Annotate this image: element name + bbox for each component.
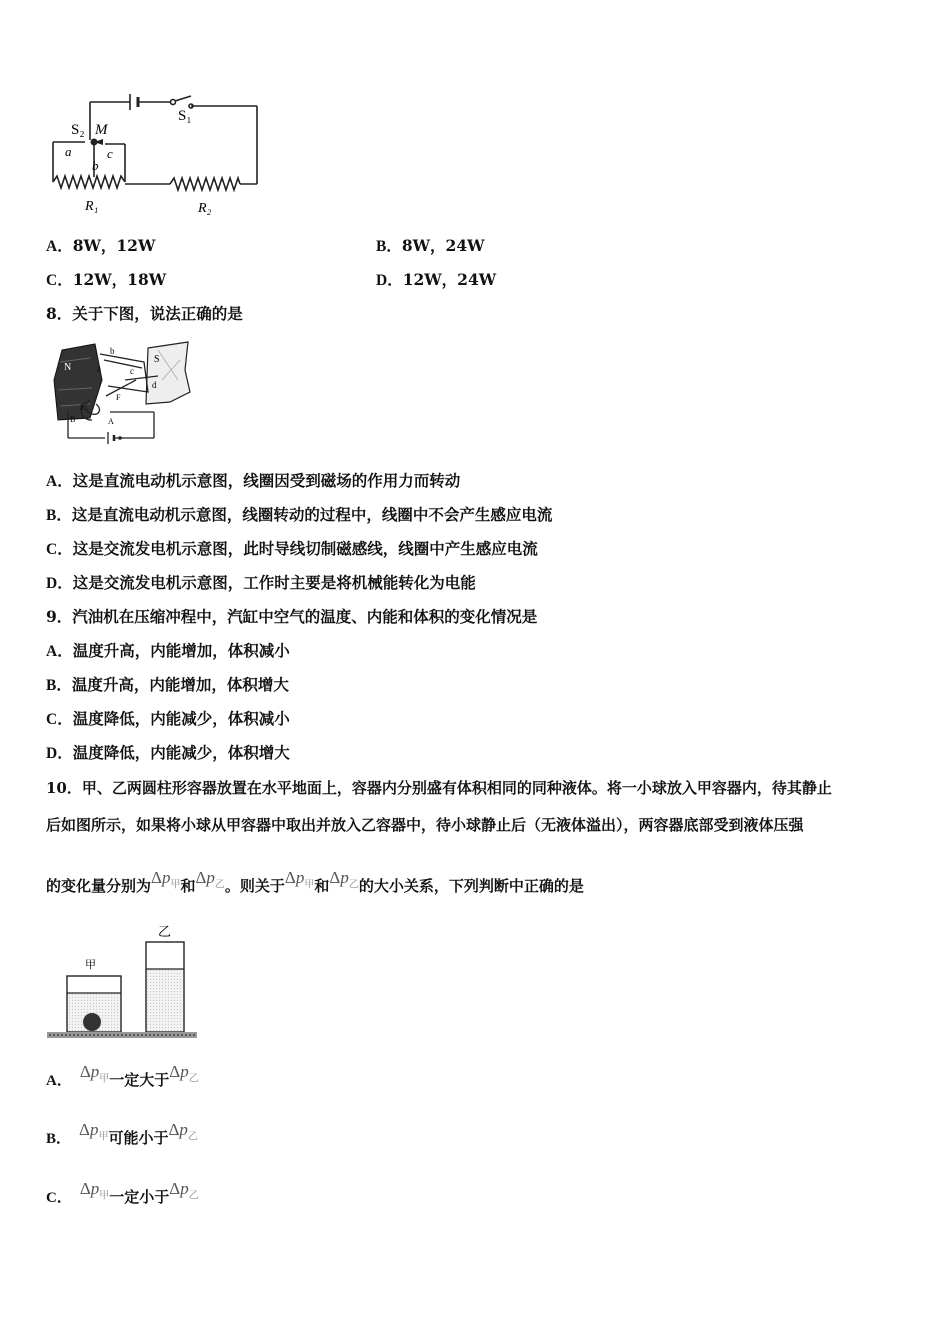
p-symbol: p bbox=[161, 868, 171, 887]
q8-stem: 8．关于下图，说法正确的是 bbox=[46, 304, 243, 323]
option-letter: A． bbox=[46, 643, 73, 660]
delta-symbol: Δ bbox=[284, 868, 296, 887]
label-b: b bbox=[110, 346, 115, 356]
q7-option-d[interactable] bbox=[376, 270, 496, 291]
p-symbol: p bbox=[90, 1062, 100, 1081]
q9-option-a[interactable] bbox=[46, 641, 290, 662]
q10-stem-line1: 10．甲、乙两圆柱形容器放置在水平地面上，容器内分别盛有体积相同的同种液体。将一小球放入甲容器内，待其静止 bbox=[46, 779, 832, 797]
q9-option-d[interactable] bbox=[46, 743, 290, 764]
delta-p-yi bbox=[168, 1120, 198, 1143]
q10-option-b[interactable] bbox=[46, 1120, 198, 1155]
q7-option-b[interactable] bbox=[376, 236, 485, 257]
delta-symbol: Δ bbox=[195, 868, 207, 887]
q10-option-a[interactable] bbox=[46, 1062, 199, 1097]
option-text: 8W，24W bbox=[401, 236, 485, 255]
stem-text: 的变化量分别为 bbox=[46, 877, 152, 895]
q9-stem: 9．汽油机在压缩冲程中，汽缸中空气的温度、内能和体积的变化情况是 bbox=[46, 607, 538, 626]
option-text: 温度降低，内能减少，体积增大 bbox=[72, 743, 290, 762]
label-a: a bbox=[65, 144, 72, 159]
subscript-yi: 乙 bbox=[188, 1190, 199, 1202]
option-text: 这是直流电动机示意图，线圈转动的过程中，线圈中不会产生感应电流 bbox=[71, 505, 553, 524]
stem-text: 和 bbox=[314, 877, 330, 895]
delta-p-jia bbox=[79, 1179, 110, 1202]
delta-symbol: Δ bbox=[151, 868, 162, 887]
label-S: S bbox=[154, 354, 160, 365]
label-b: b bbox=[92, 158, 99, 173]
q8-option-a[interactable] bbox=[46, 471, 460, 492]
delta-p-jia bbox=[284, 868, 315, 891]
q7-circuit-figure bbox=[45, 92, 270, 217]
q8-option-d[interactable] bbox=[46, 573, 476, 594]
option-text: 这是交流发电机示意图，工作时主要是将机械能转化为电能 bbox=[72, 573, 476, 592]
option-letter: A． bbox=[46, 238, 73, 255]
label-d: d bbox=[152, 380, 157, 390]
subscript-yi: 乙 bbox=[214, 879, 225, 891]
stem-text: 和 bbox=[180, 877, 196, 895]
q8-option-c[interactable] bbox=[46, 539, 538, 560]
subscript-yi: 乙 bbox=[348, 879, 359, 891]
option-letter: B． bbox=[46, 677, 72, 694]
q10-stem-line3 bbox=[46, 868, 584, 903]
option-text: 温度升高，内能增加，体积增大 bbox=[71, 675, 289, 694]
option-letter: D． bbox=[46, 745, 73, 762]
q10-containers-figure bbox=[45, 922, 200, 1044]
label-R2: R₂ bbox=[198, 201, 212, 216]
label-a: a bbox=[97, 364, 101, 374]
option-text: 一定大于 bbox=[109, 1071, 170, 1089]
label-yi: 乙 bbox=[158, 924, 172, 939]
label-A: A bbox=[108, 417, 114, 426]
delta-p-yi bbox=[195, 868, 225, 891]
q10-option-c[interactable] bbox=[46, 1179, 199, 1214]
label-jia: 甲 bbox=[85, 959, 96, 971]
q9-option-c[interactable] bbox=[46, 709, 290, 730]
subscript-yi: 乙 bbox=[188, 1073, 199, 1085]
option-text: 温度降低，内能减少，体积减小 bbox=[72, 709, 290, 728]
option-letter: C． bbox=[46, 272, 73, 289]
option-text: 8W，12W bbox=[72, 236, 156, 255]
option-letter: D． bbox=[46, 575, 73, 592]
delta-symbol: Δ bbox=[79, 1062, 91, 1081]
option-text: 温度升高，内能增加，体积减小 bbox=[72, 641, 290, 660]
option-text: 12W，18W bbox=[72, 270, 167, 289]
option-letter: C． bbox=[46, 541, 73, 558]
stem-text: 。则关于 bbox=[224, 877, 285, 895]
p-symbol: p bbox=[295, 868, 305, 887]
delta-p-jia bbox=[79, 1120, 109, 1143]
subscript-jia: 甲 bbox=[170, 879, 181, 891]
label-M: M bbox=[95, 122, 108, 138]
delta-p-yi bbox=[169, 1179, 199, 1202]
q7-option-a[interactable] bbox=[46, 236, 155, 257]
option-letter: B． bbox=[376, 238, 402, 255]
p-symbol: p bbox=[89, 1120, 99, 1139]
delta-symbol: Δ bbox=[329, 868, 341, 887]
delta-symbol: Δ bbox=[79, 1179, 91, 1198]
delta-symbol: Δ bbox=[169, 1062, 181, 1081]
subscript-yi: 乙 bbox=[187, 1131, 198, 1143]
option-letter: A． bbox=[46, 1073, 72, 1089]
q9-option-b[interactable] bbox=[46, 675, 289, 696]
p-symbol: p bbox=[179, 1120, 188, 1139]
subscript-jia: 甲 bbox=[99, 1073, 110, 1085]
option-text: 一定小于 bbox=[109, 1188, 170, 1206]
label-S2: S₂ bbox=[71, 122, 85, 138]
delta-p-jia bbox=[151, 868, 181, 891]
label-c: c bbox=[130, 366, 134, 376]
option-text: 这是交流发电机示意图，此时导线切制磁感线，线圈中产生感应电流 bbox=[72, 539, 538, 558]
p-symbol: p bbox=[206, 868, 215, 887]
q7-option-c[interactable] bbox=[46, 270, 166, 291]
q10-stem-line2: 后如图所示，如果将小球从甲容器中取出并放入乙容器中，待小球静止后（无液体溢出），两容器底部受到液体压强 bbox=[46, 816, 804, 834]
delta-p-yi bbox=[329, 868, 359, 891]
p-symbol: p bbox=[90, 1179, 100, 1198]
option-letter: C． bbox=[46, 711, 73, 728]
label-B: B bbox=[70, 415, 76, 424]
option-letter: B． bbox=[46, 507, 72, 524]
delta-p-yi bbox=[169, 1062, 199, 1085]
q8-generator-figure bbox=[50, 340, 210, 445]
delta-p-jia bbox=[79, 1062, 110, 1085]
label-R1: R₁ bbox=[85, 199, 99, 214]
label-E: E bbox=[80, 403, 85, 412]
p-symbol: p bbox=[180, 1179, 189, 1198]
option-text: 可能小于 bbox=[108, 1129, 169, 1147]
subscript-jia: 甲 bbox=[99, 1190, 110, 1202]
delta-symbol: Δ bbox=[168, 1120, 180, 1139]
subscript-jia: 甲 bbox=[304, 879, 315, 891]
label-N: N bbox=[64, 362, 72, 373]
option-letter: A． bbox=[46, 473, 73, 490]
p-symbol: p bbox=[340, 868, 349, 887]
label-c: c bbox=[107, 146, 113, 161]
option-letter: D． bbox=[376, 272, 403, 289]
q8-option-b[interactable] bbox=[46, 505, 552, 526]
label-S1: S₁ bbox=[178, 108, 192, 124]
p-symbol: p bbox=[180, 1062, 189, 1081]
subscript-jia: 甲 bbox=[98, 1131, 109, 1143]
option-letter: B． bbox=[46, 1131, 72, 1147]
option-letter: C． bbox=[46, 1190, 72, 1206]
stem-text: 的大小关系，下列判断中正确的是 bbox=[358, 877, 584, 895]
delta-symbol: Δ bbox=[79, 1120, 90, 1139]
option-text: 这是直流电动机示意图，线圈因受到磁场的作用力而转动 bbox=[72, 471, 461, 490]
option-text: 12W，24W bbox=[402, 270, 497, 289]
delta-symbol: Δ bbox=[169, 1179, 181, 1198]
label-F: F bbox=[116, 393, 121, 402]
